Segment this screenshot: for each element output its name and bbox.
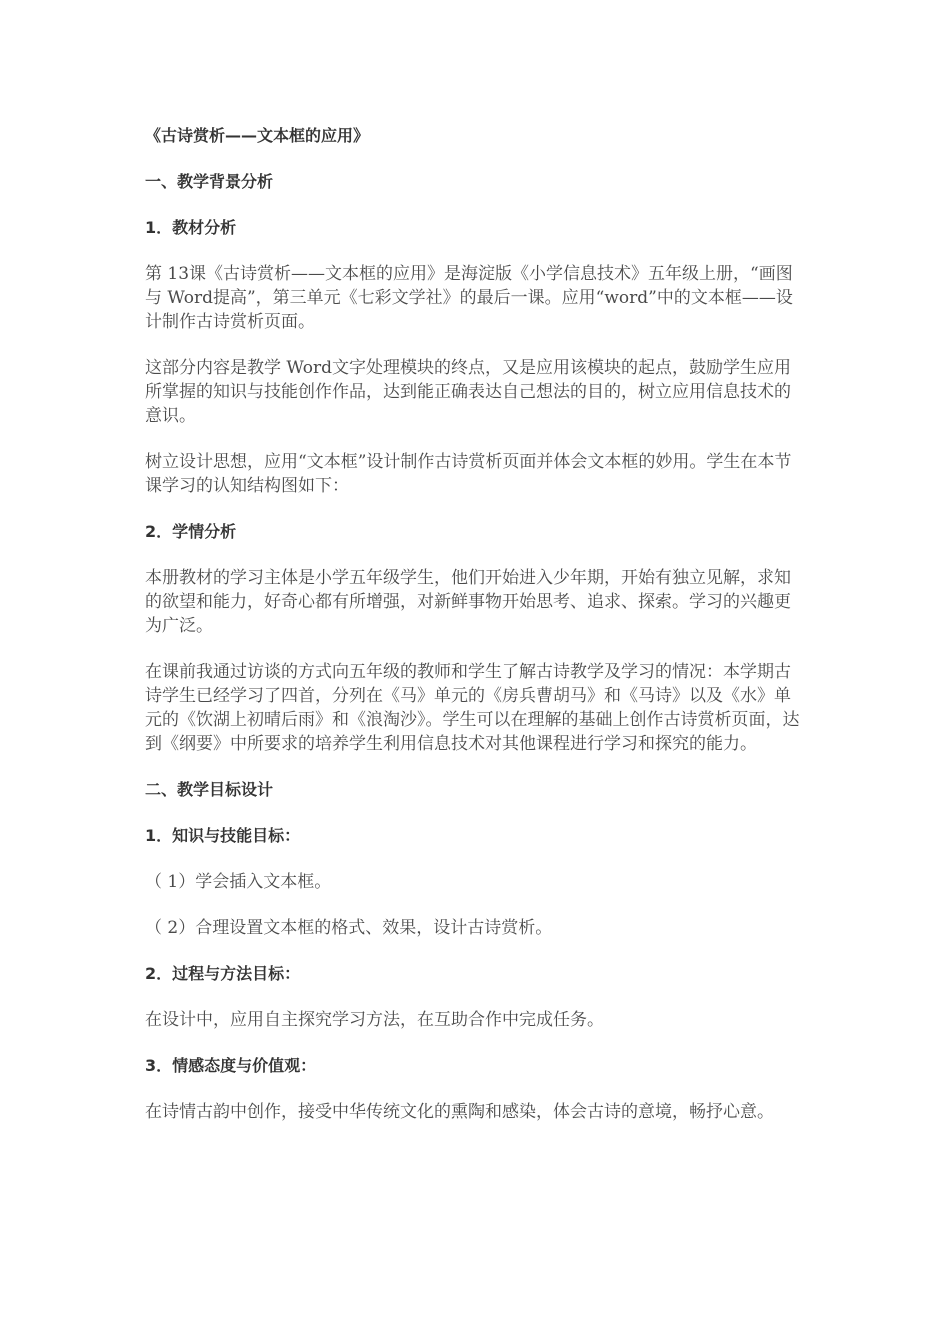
subheading-emotion-values: 3．情感态度与价值观： xyxy=(145,1056,317,1075)
subheading-textbook-analysis: 1．教材分析 xyxy=(145,218,237,237)
section-heading-background: 一、教学背景分析 xyxy=(145,172,274,191)
section-heading-objectives: 二、教学目标设计 xyxy=(145,780,274,799)
subheading-student-analysis: 2．学情分析 xyxy=(145,522,237,541)
paragraph-textbook-3: 树立设计思想，应用“文本框”设计制作古诗赏析页面并体会文本框的妙用。学生在本节课学习的认知结构图如下： xyxy=(145,452,792,496)
document-page xyxy=(145,124,800,1124)
objective-item-1: （ 1）学会插入文本框。 xyxy=(145,872,332,892)
paragraph-emotion-values: 在诗情古韵中创作，接受中华传统文化的熏陶和感染，体会古诗的意境，畅抒心意。 xyxy=(145,1102,774,1122)
subheading-process-method: 2．过程与方法目标： xyxy=(145,964,301,983)
objective-item-2: （ 2）合理设置文本框的格式、效果，设计古诗赏析。 xyxy=(145,918,553,938)
paragraph-textbook-2: 这部分内容是教学 Word文字处理模块的终点，又是应用该模块的起点，鼓励学生应用所掌握的知识与技能创作作品，达到能正确表达自己想法的目的，树立应用信息技术的意识。 xyxy=(145,358,791,426)
subheading-knowledge-skills: 1．知识与技能目标： xyxy=(145,826,301,845)
paragraph-process-method: 在设计中，应用自主探究学习方法，在互助合作中完成任务。 xyxy=(145,1010,604,1030)
paragraph-student-2: 在课前我通过访谈的方式向五年级的教师和学生了解古诗教学及学习的情况：本学期古诗学生已经学习了四首，分列在《马》单元的《房兵曹胡马》和《马诗》以及《水》单元的《饮湖上初晴后雨》和《浪淘沙》。学生可以在理解的基础上创作古诗赏析页面，达到《纲要》中所要求的培养学生利用信息技术对其他课程进行学习和探究的能力。 xyxy=(145,662,800,754)
paragraph-textbook-1: 第 13课《古诗赏析——文本框的应用》是海淀版《小学信息技术》五年级上册，“画图与 Word提高”，第三单元《七彩文学社》的最后一课。应用“word”中的文本框——设计制作古诗赏析页面。 xyxy=(145,264,793,332)
paragraph-student-1: 本册教材的学习主体是小学五年级学生，他们开始进入少年期，开始有独立见解，求知的欲望和能力，好奇心都有所增强，对新鲜事物开始思考、追求、探索。学习的兴趣更为广泛。 xyxy=(145,568,791,636)
document-title: 《古诗赏析——文本框的应用》 xyxy=(145,126,370,145)
